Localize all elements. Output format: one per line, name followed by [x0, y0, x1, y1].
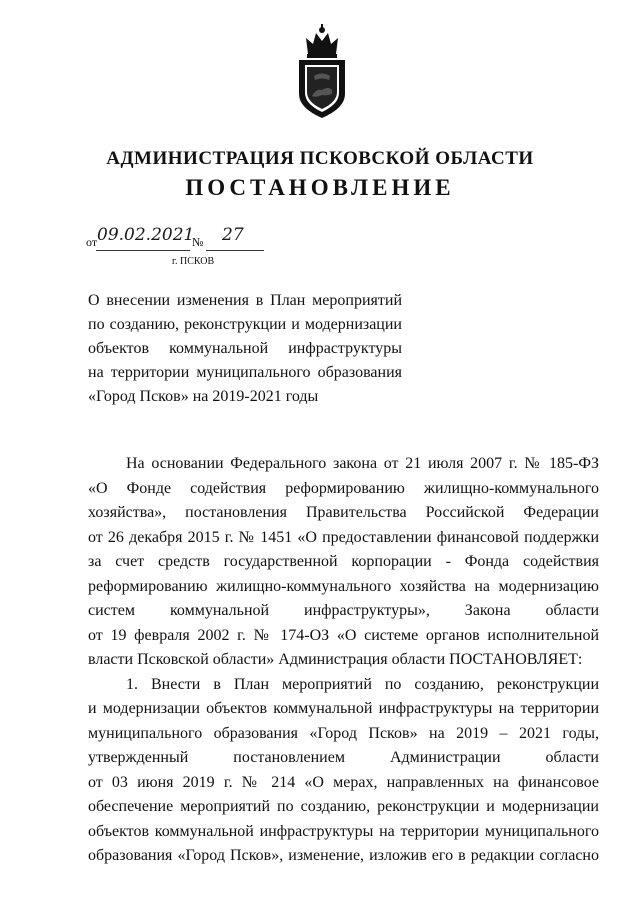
- body-line: от 03 июня 2019 г. № 214 «О мерах, направленных на финансовое: [88, 773, 599, 791]
- city-label: г. ПСКОВ: [172, 256, 215, 267]
- body-line: объектов коммунальной инфраструктуры на территории муниципального: [88, 822, 599, 840]
- title-line: объектов коммунальной инфраструктуры: [88, 340, 402, 357]
- title-line: О внесении изменения в План мероприятий: [88, 292, 402, 309]
- body-line: утвержденный постановлением Администрации области: [88, 749, 599, 766]
- document-body: [88, 452, 599, 869]
- date-number-line: [86, 226, 266, 250]
- date-prefix: от: [86, 235, 98, 249]
- title-line: на территории муниципального образования: [88, 364, 402, 381]
- number-prefix: №: [192, 235, 204, 249]
- document-type: ПОСТАНОВЛЕНИЕ: [185, 175, 455, 200]
- body-line: от 26 декабря 2015 г. № 1451 «О предоставлении финансовой поддержки: [88, 528, 599, 546]
- number-underline: [206, 250, 264, 251]
- body-line: власти Псковской области» Администрация области ПОСТАНОВЛЯЕТ:: [88, 651, 583, 668]
- body-line: обеспечение мероприятий по созданию, реконструкции и модернизации: [88, 798, 599, 815]
- body-line: от 19 февраля 2002 г. № 174-ОЗ «О системе органов исполнительной: [88, 626, 599, 644]
- body-line: На основании Федерального закона от 21 июля 2007 г. № 185-ФЗ: [126, 455, 599, 472]
- body-line: хозяйства», постановления Правительства Российской Федерации: [88, 504, 599, 521]
- body-line: образования «Город Псков», изменение, изложив его в редакции согласно: [88, 847, 599, 864]
- body-line: 1. Внести в План мероприятий по созданию, реконструкции: [126, 675, 599, 693]
- handwritten-date: 09.02.2021: [97, 225, 195, 245]
- body-line: за счет средств государственной корпорации - Фонда содействия: [88, 553, 599, 570]
- body-line: муниципального образования «Город Псков» на 2019 – 2021 годы,: [88, 724, 599, 742]
- organization-name: АДМИНИСТРАЦИЯ ПСКОВСКОЙ ОБЛАСТИ: [106, 148, 534, 169]
- pskov-oblast-coat-of-arms-icon: [294, 24, 350, 120]
- title-line: по созданию, реконструкции и модернизации: [88, 316, 402, 333]
- body-line: и модернизации объектов коммунальной инфраструктуры на территории: [88, 700, 599, 717]
- body-line: систем коммунальной инфраструктуры», Закона области: [88, 602, 599, 619]
- date-underline: [96, 250, 190, 251]
- body-line: «О Фонде содействия реформированию жилищно-коммунального: [88, 479, 599, 497]
- title-line: «Город Псков» на 2019-2021 годы: [88, 388, 319, 405]
- document-title: [88, 289, 402, 409]
- body-line: реформированию жилищно-коммунального хозяйства на модернизацию: [88, 577, 599, 595]
- handwritten-number: 27: [222, 225, 244, 245]
